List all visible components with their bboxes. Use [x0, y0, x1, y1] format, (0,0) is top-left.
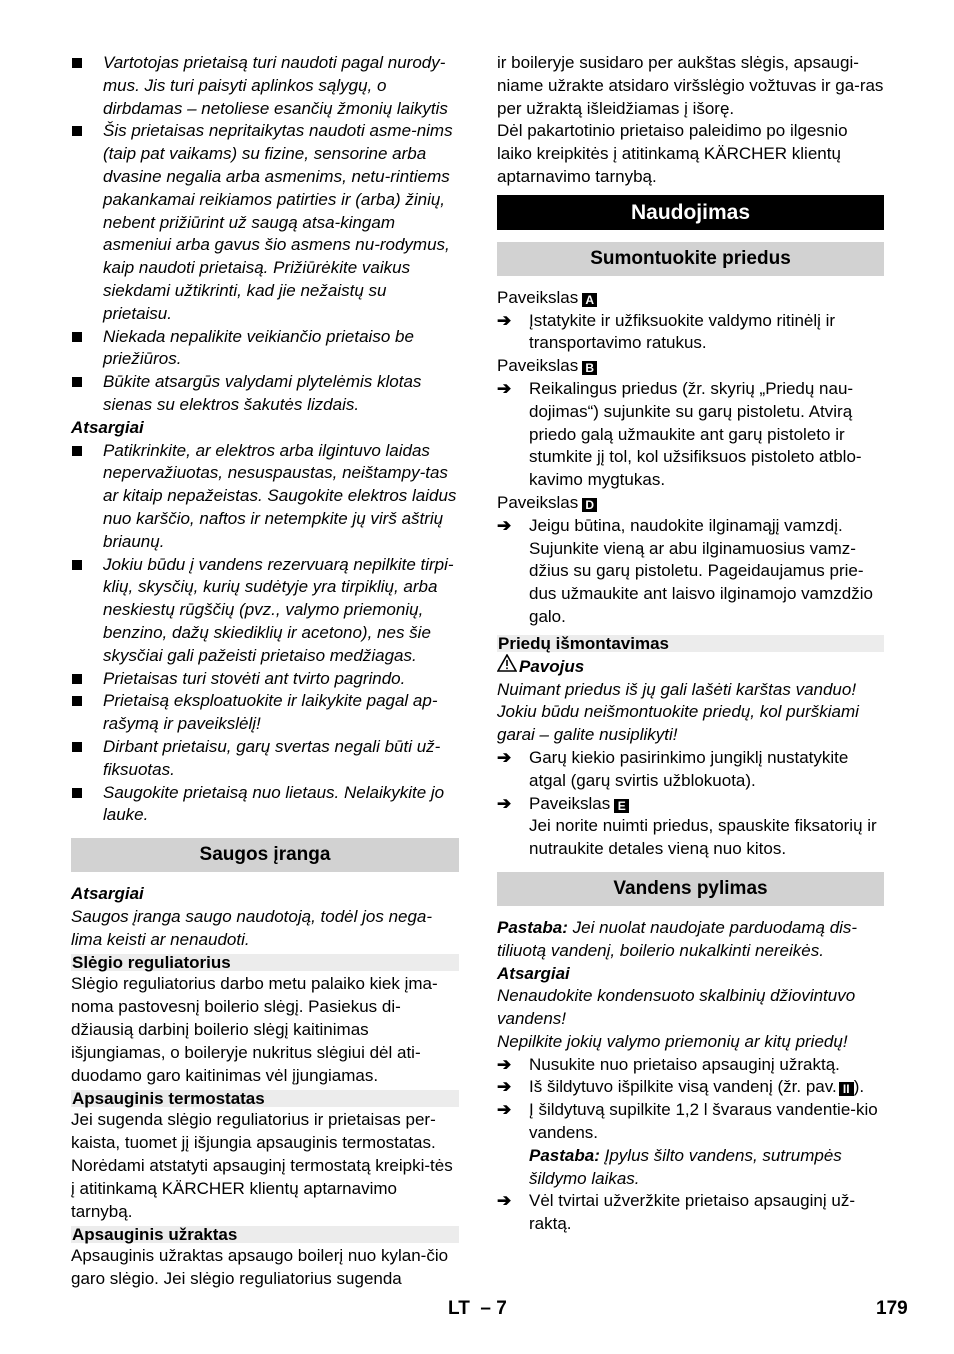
bullet-square-icon — [72, 674, 82, 684]
paragraph: ir boileryje susidaro per aukštas slėgis, apsaugi-niame užrakte atsidaro viršslėgio vožtuvas ir ga-ras per užraktą išleidžiamas į išorę. — [497, 53, 884, 118]
arrow-right-icon: ➔ — [497, 310, 512, 330]
section-heading-saugos: Saugos įranga — [71, 838, 459, 872]
list-item: Jokiu būdu į vandens rezervuarą nepilkite tirpi-klių, skysčių, kurių sudėtyje yra tirpiklių, arba neskiestų rūgščių (pvz., valymo priemonių, benzino, dažų skiediklių ir acetono), nes šie skysčiai gali pažeisti prietaiso medžiagas. — [71, 554, 459, 668]
subheading-accessory-removal: Priedų išmontavimas — [497, 635, 884, 652]
left-column — [71, 52, 459, 1291]
step-item: ➔ Iš šildytuvo išpilkite visą vandenį (žr. pav. II ). — [497, 1076, 884, 1099]
caution-label: Atsargiai — [71, 884, 144, 904]
paragraph: Apsauginis užraktas apsaugo boilerį nuo kylan-čio garo slėgio. Jei slėgio reguliatorius sugenda — [71, 1246, 449, 1289]
subheading-pressure-regulator: Slėgio reguliatorius — [71, 954, 459, 971]
subheading-thermostat: Apsauginis termostatas — [71, 1090, 459, 1107]
step-item: ➔ Vėl tvirtai užveržkite prietaiso apsauginį už-raktą. — [497, 1191, 855, 1234]
paragraph: Saugos įranga saugo naudotoją, todėl jos nega-lima keisti ar nenaudoti. — [71, 906, 433, 949]
step-item: ➔ Paveikslas E Jei norite nuimti priedus, spauskite fiksatorių ir nutraukite detales vieną nuo kitos. — [497, 793, 877, 859]
list-item: Niekada nepalikite veikiančio prietaiso be priežiūros. — [71, 326, 459, 372]
bullet-square-icon — [72, 696, 82, 706]
step-item: ➔ Į šildytuvą supilkite 1,2 l švaraus vandentie-kio vandens. Pastaba: Įpylus šilto vandens, sutrumpės šildymo laikas. — [497, 1100, 878, 1188]
section-heading-sumontuokite: Sumontuokite priedus — [497, 242, 884, 276]
page-footer-section: LT – 7 — [448, 1298, 507, 1319]
bullet-square-icon — [72, 446, 82, 456]
step-item: ➔ Įstatykite ir užfiksuokite valdymo ritinėlį ir transportavimo ratukus. — [497, 310, 836, 353]
paragraph: Nenaudokite kondensuoto skalbinių džiovintuvo vandens! — [497, 986, 856, 1029]
list-item: Vartotojas prietaisą turi naudoti pagal nurody-mus. Jis turi paisyti aplinkos sąlygų, o dirbdamas – netoliese esančių žmonių laikytis — [71, 52, 459, 120]
figure-reference: Paveikslas A — [497, 287, 884, 310]
arrow-right-icon: ➔ — [497, 1100, 512, 1120]
figure-b-icon: B — [582, 361, 597, 375]
section-heading-vandens: Vandens pylimas — [497, 872, 884, 906]
list-item: Būkite atsargūs valydami plytelėmis klotas sienas su elektros šakutės lizdais. — [71, 371, 459, 417]
warning-triangle-icon — [497, 654, 519, 679]
bullet-square-icon — [72, 560, 82, 570]
figure-reference: Paveikslas B — [497, 355, 884, 378]
arrow-right-icon: ➔ — [497, 747, 512, 767]
arrow-right-icon: ➔ — [497, 1077, 512, 1097]
list-item: Prietaisas turi stovėti ant tvirto pagrindo. — [71, 668, 459, 691]
arrow-right-icon: ➔ — [497, 1191, 512, 1211]
paragraph: Dėl pakartotinio prietaiso paleidimo po ilgesnio laiko kreipkitės į atitinkamą KÄRCHER klientų aptarnavimo tarnybą. — [497, 121, 848, 186]
subheading-safety-lock: Apsauginis užraktas — [71, 1226, 459, 1243]
paragraph: Jei sugenda slėgio reguliatorius ir prietaisas per-kaista, tuomet jį išjungia apsauginis termostatas. Norėdami atstatyti apsauginį termostatą kreipki-tės į atitinkamą KÄRCHER klientų aptarnavimo tarnybą. — [71, 1110, 453, 1221]
paragraph: Slėgio reguliatorius darbo metu palaiko kiek įma-noma pastovesnį boilerio slėgį. Pasiekus di-džiausią darbinį boilerio slėgį kaitinimas išjungiamas, o boileryje nukritus slėgiui dėl ati-duodamo garo kaitinimas vėl įjungiamas. — [71, 974, 438, 1085]
figure-e-icon: E — [614, 799, 629, 813]
caution-label: Atsargiai — [497, 963, 570, 983]
bullet-square-icon — [72, 788, 82, 798]
list-item: Šis prietaisas nepritaikytas naudoti asme-nims (taip pat vaikams) su fizine, sensorine arba dvasine negalia arba asmenims, netu-rintiems pakankamai reikiamos patirties ir (arba) žinių, nebent prižiūrint už saugą atsa-kingam asmeniui arba gavus šio asmens nu-rodymus, kaip naudoti prietaisą. Prižiūrėkite vaikus siekdami užtikrinti, kad jie nežaistų su prietaisu. — [71, 120, 459, 325]
list-item: Dirbant prietaisu, garų svertas negali būti už-fiksuotas. — [71, 736, 459, 782]
bullet-square-icon — [72, 58, 82, 68]
bullet-square-icon — [72, 742, 82, 752]
list-item: Prietaisą eksploatuokite ir laikykite pagal ap-rašymą ir paveikslėlį! — [71, 690, 459, 736]
arrow-right-icon: ➔ — [497, 378, 512, 398]
arrow-right-icon: ➔ — [497, 793, 512, 813]
page-number: 179 — [876, 1298, 908, 1319]
list-item: Patikrinkite, ar elektros arba ilgintuvo laidas nepervažiuotas, nesuspaustas, neištampy-tas ar kitaip nepažeistas. Saugokite elektros laidus nuo karščio, naftos ir netempkite jų virš aštrių briaunų. — [71, 440, 459, 554]
arrow-right-icon: ➔ — [497, 515, 512, 535]
figure-a-icon: A — [582, 293, 597, 307]
caution-label: Atsargiai — [71, 417, 144, 437]
figure-d-icon: D — [582, 498, 597, 512]
arrow-right-icon: ➔ — [497, 1054, 512, 1074]
figure-reference: Paveikslas D — [497, 492, 884, 515]
section-heading-naudojimas: Naudojimas — [497, 195, 884, 230]
step-item: ➔ Nusukite nuo prietaiso apsauginį užraktą. — [497, 1054, 884, 1077]
bullet-square-icon — [72, 126, 82, 136]
figure-ii-icon: II — [839, 1082, 854, 1096]
step-item: ➔ Garų kiekio pasirinkimo jungiklį nustatykite atgal (garų svirtis užblokuota). — [497, 747, 849, 790]
step-item: ➔ Jeigu būtina, naudokite ilginamąjį vamzdį. Sujunkite vieną ar abu ilginamuosius vamz-džius su garų pistoletu. Pageidaujamus prie-dus užmaukite ant laisvo ilginamojo vamzdžio galo. — [497, 515, 873, 626]
danger-label: Pavojus — [497, 654, 884, 679]
list-item: Saugokite prietaisą nuo lietaus. Nelaikykite jo lauke. — [71, 782, 459, 828]
bullet-square-icon — [72, 377, 82, 387]
bullet-square-icon — [72, 332, 82, 342]
right-column — [497, 52, 884, 1236]
step-item: ➔ Reikalingus priedus (žr. skyrių „Priedų nau-dojimas“) sujunkite su garų pistoletu. Atvirą priedo galą užmaukite ant garų pistoleto ir stumkite jį tol, kol užsifiksuos pistoleto atblo-kavimo mygtukas. — [497, 378, 862, 490]
paragraph: Nuimant priedus iš jų gali lašėti karštas vanduo! Jokiu būdu neišmontuokite priedų, kol purškiami garai – galite nusiplikyti! — [497, 679, 859, 745]
paragraph: Nepilkite jokių valymo priemonių ar kitų priedų! — [497, 1031, 848, 1051]
note-paragraph: Pastaba: Jei nuolat naudojate parduodamą dis-tiliuotą vandenį, boilerio nukalkinti nereikės. — [497, 917, 858, 960]
